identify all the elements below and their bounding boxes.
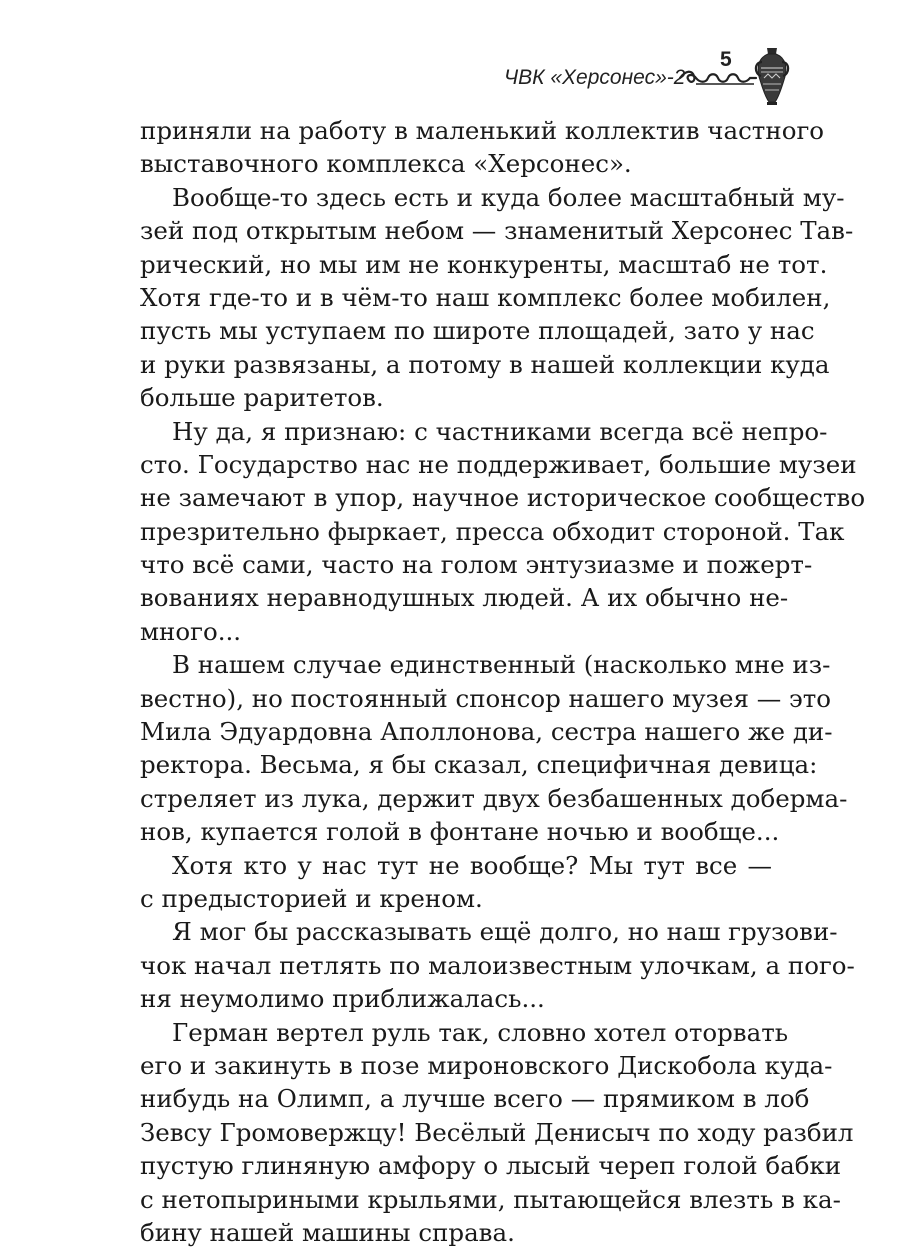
text-line: В нашем случае единственный (насколько мне из- [172, 650, 831, 680]
text-line: приняли на работу в маленький коллектив частного [140, 116, 825, 145]
text-line: бину нашей машины справа. [140, 1217, 515, 1247]
page-number: 5 [720, 48, 732, 71]
text-line: не замечают в упор, научное историческое сообщество [140, 483, 866, 513]
text-line: Мила Эдуардовна Аполлонова, сестра нашего же ди- [140, 717, 833, 747]
text-line: с нетопыриными крыльями, пытающейся влезть в ка- [140, 1184, 841, 1214]
text-line: Ну да, я признаю: с частниками всегда всё непро- [172, 416, 828, 446]
text-line: Вообще-то здесь есть и куда более масштабный му- [172, 182, 845, 212]
text-line: зей под открытым небом — знаменитый Херсонес Тав- [140, 216, 854, 246]
text-line: Герман вертел руль так, словно хотел оторвать [172, 1017, 789, 1047]
text-line: чок начал петлять по малоизвестным улочкам, а пого- [140, 950, 855, 980]
text-line: ня неумолимо приближалась... [140, 984, 545, 1014]
text-line: и руки развязаны, а потому в нашей коллекции куда [140, 349, 830, 379]
text-line: пустую глиняную амфору о лысый череп голой бабки [140, 1151, 842, 1181]
text-line: сто. Государство нас не поддерживает, большие музеи [140, 449, 857, 479]
text-line: ректора. Весьма, я бы сказал, специфичная девица: [140, 750, 818, 780]
text-line: его и закинуть в позе мироновского Дискобола куда- [140, 1050, 833, 1080]
text-line: стреляет из лука, держит двух безбашенных доберма- [140, 783, 848, 813]
text-line: рический, но мы им не конкуренты, масштаб не тот. [140, 249, 828, 279]
text-line: много... [140, 616, 242, 646]
text-line: Я мог бы рассказывать ещё долго, но наш грузови- [172, 917, 838, 947]
amphora-icon [752, 46, 792, 106]
text-line: что всё сами, часто на голом энтузиазме и пожерт- [140, 550, 813, 580]
text-line: пусть мы уступаем по широте площадей, зато у нас [140, 316, 815, 346]
text-line: больше раритетов. [140, 383, 384, 413]
running-title: ЧВК «Херсонес»-2 [504, 66, 686, 89]
wave-scroll-ornament-icon [678, 66, 758, 88]
page-header [0, 48, 900, 118]
text-line: нибудь на Олимп, а лучше всего — прямиком в лоб [140, 1084, 810, 1114]
text-line: нов, купается голой в фонтане ночью и вообще... [140, 817, 780, 847]
text-line: Хотя где-то и в чём-то наш комплекс более мобилен, [140, 282, 831, 312]
text-line: выставочного комплекса «Херсонес». [140, 149, 632, 179]
text-line: презрительно фыркает, пресса обходит стороной. Так [140, 516, 845, 546]
text-line: вестно), но постоянный спонсор нашего музея — это [140, 683, 832, 713]
text-line: Зевсу Громовержцу! Весёлый Денисыч по ходу разбил [140, 1117, 854, 1147]
text-line: с предысторией и креном. [140, 883, 483, 913]
body-text [140, 114, 866, 1249]
text-line: вованиях неравнодушных людей. А их обычно не- [140, 583, 789, 613]
text-line: Хотя кто у нас тут не вообще? Мы тут все — [172, 850, 772, 880]
